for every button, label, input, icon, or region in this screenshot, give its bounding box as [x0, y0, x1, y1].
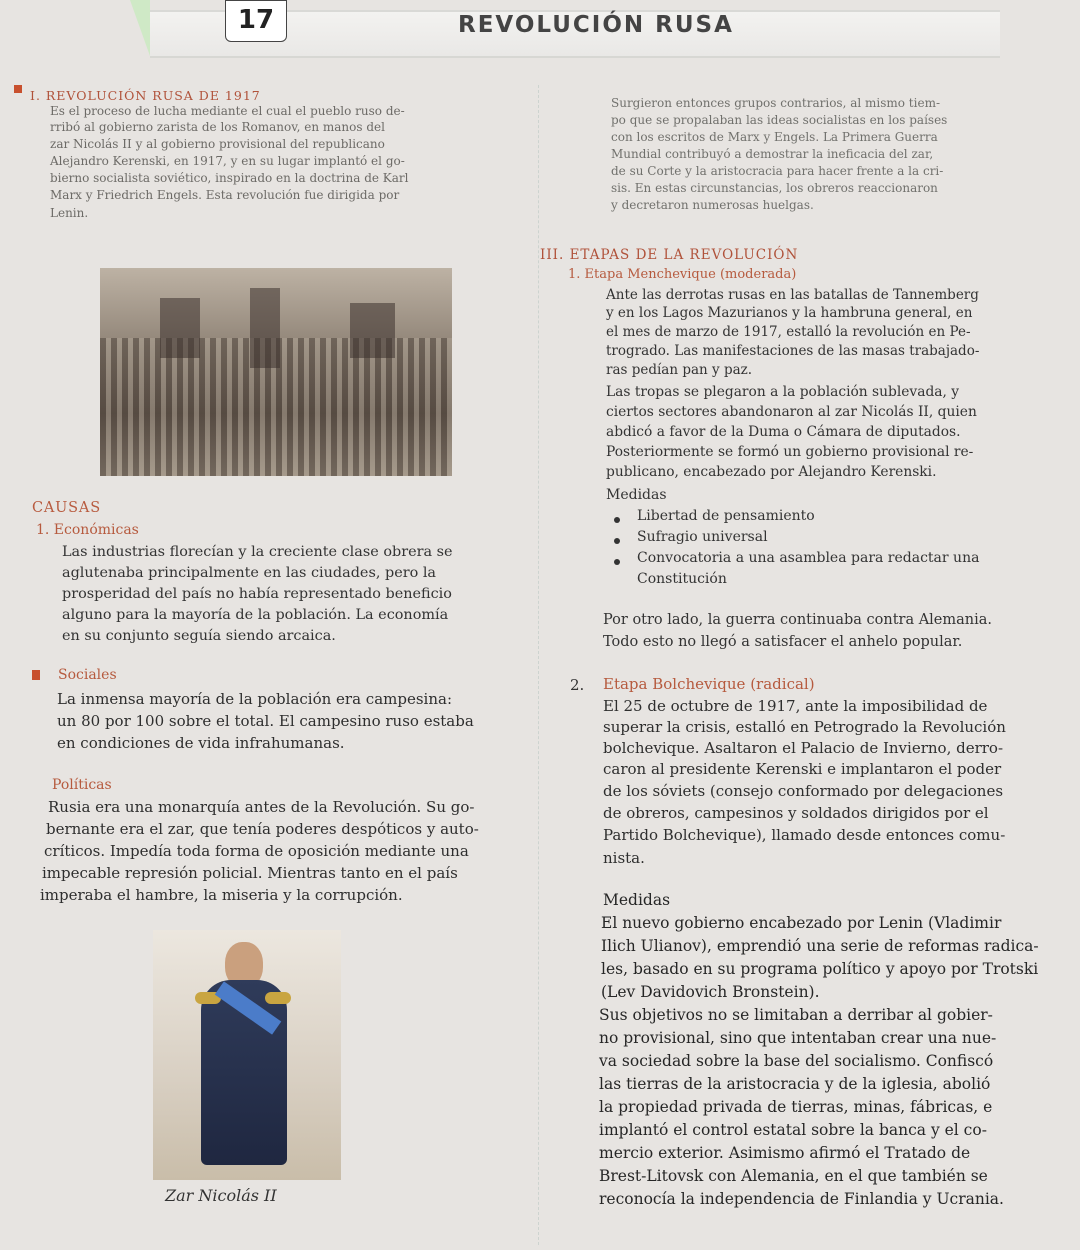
- medidas-label: Medidas: [606, 487, 667, 503]
- subheading-sociales: Sociales: [58, 667, 117, 683]
- page-title: REVOLUCIÓN RUSA: [458, 12, 734, 38]
- text-line: Marx y Friedrich Engels. Esta revolución fue dirigida por: [50, 188, 400, 202]
- bullet: [614, 517, 620, 523]
- text-line: Surgieron entonces grupos contrarios, al mismo tiem-: [611, 96, 941, 110]
- bullet-item: Libertad de pensamiento: [637, 508, 815, 524]
- revolution-crowd-photo: [100, 268, 452, 476]
- bullet-item-continued: Constitución: [637, 571, 727, 587]
- subheading-bolchevique: Etapa Bolchevique (radical): [603, 675, 815, 693]
- text-line: po que se propalaban las ideas socialistas en los países: [611, 113, 948, 127]
- text-line: ciertos sectores abandonaron al zar Nicolás II, quien: [606, 404, 977, 420]
- text-line: Lenin.: [50, 206, 89, 220]
- text-line: abdicó a favor de la Duma o Cámara de diputados.: [606, 424, 961, 440]
- text-line: las tierras de la aristocracia y de la iglesia, abolió: [599, 1075, 991, 1093]
- text-line: Las tropas se plegaron a la población sublevada, y: [606, 384, 960, 400]
- text-line: zar Nicolás II y al gobierno provisional del republicano: [50, 137, 385, 151]
- page-number: 17: [225, 0, 287, 42]
- text-line: Rusia era una monarquía antes de la Revolución. Su go-: [48, 798, 475, 816]
- text-line: va sociedad sobre la base del socialismo. Confiscó: [599, 1052, 994, 1070]
- text-line: con los escritos de Marx y Engels. La Primera Guerra: [611, 130, 938, 144]
- page-header: [150, 0, 1020, 62]
- section-heading: I. REVOLUCIÓN RUSA DE 1917: [30, 88, 261, 103]
- medidas-label: Medidas: [603, 891, 671, 909]
- text-line: críticos. Impedía toda forma de oposición mediante una: [44, 842, 469, 860]
- text-line: el mes de marzo de 1917, estalló la revolución en Pe-: [606, 324, 971, 340]
- text-line: reconocía la independencia de Finlandia y Ucrania.: [599, 1190, 1004, 1208]
- text-line: Todo esto no llegó a satisfacer el anhelo popular.: [603, 634, 963, 650]
- etapas-heading: III. ETAPAS DE LA REVOLUCIÓN: [540, 247, 799, 263]
- text-line: no provisional, sino que intentaban crear una nue-: [599, 1029, 997, 1047]
- subheading-menchevique: 1. Etapa Menchevique (moderada): [568, 267, 797, 282]
- text-line: de su Corte y la aristocracia para hacer frente a la cri-: [611, 164, 944, 178]
- text-line: bernante era el zar, que tenía poderes despóticos y auto-: [46, 820, 479, 838]
- bullet: [614, 559, 620, 565]
- text-line: superar la crisis, estalló en Petrogrado la Revolución: [603, 718, 1006, 736]
- subheading-economicas: 1. Económicas: [36, 522, 139, 538]
- text-line: imperaba el hambre, la miseria y la corrupción.: [40, 886, 403, 904]
- text-line: Las industrias florecían y la creciente clase obrera se: [62, 544, 453, 560]
- text-line: en su conjunto seguía siendo arcaica.: [62, 628, 336, 644]
- text-line: publicano, encabezado por Alejandro Kerenski.: [606, 464, 937, 480]
- text-line: impecable represión policial. Mientras tanto en el país: [42, 864, 458, 882]
- text-line: sis. En estas circunstancias, los obreros reaccionaron: [611, 181, 938, 195]
- causas-heading: CAUSAS: [32, 500, 101, 516]
- text-line: alguno para la mayoría de la población. La economía: [62, 607, 449, 623]
- bullet: [614, 538, 620, 544]
- text-line: Brest-Litovsk con Alemania, en el que también se: [599, 1167, 988, 1185]
- text-line: caron al presidente Kerenski e implantaron el poder: [603, 760, 1002, 778]
- text-line: mercio exterior. Asimismo afirmó el Tratado de: [599, 1144, 971, 1162]
- text-line: bierno socialista soviético, inspirado en la doctrina de Karl: [50, 171, 409, 185]
- list-number: 2.: [570, 676, 585, 694]
- text-line: Alejandro Kerenski, en 1917, y en su lugar implantó el go-: [50, 154, 405, 168]
- column-divider: [538, 85, 539, 1245]
- text-line: Sus objetivos no se limitaban a derribar al gobier-: [599, 1006, 993, 1024]
- text-line: prosperidad del país no había representado beneficio: [62, 586, 452, 602]
- text-line: de obreros, campesinos y soldados dirigidos por el: [603, 804, 989, 822]
- text-line: en condiciones de vida infrahumanas.: [57, 734, 345, 752]
- text-line: (Lev Davidovich Bronstein).: [601, 983, 820, 1001]
- bullet-item: Sufragio universal: [637, 529, 768, 545]
- text-line: aglutenaba principalmente en las ciudades, pero la: [62, 565, 437, 581]
- section-marker: [14, 85, 22, 93]
- text-line: nista.: [603, 849, 645, 867]
- text-line: Ante las derrotas rusas en las batallas de Tannemberg: [606, 287, 979, 303]
- text-line: La inmensa mayoría de la población era campesina:: [57, 690, 452, 708]
- text-line: Posteriormente se formó un gobierno provisional re-: [606, 444, 974, 460]
- text-line: ras pedían pan y paz.: [606, 362, 753, 378]
- section-marker: [32, 670, 40, 680]
- text-line: de los sóviets (consejo conformado por delegaciones: [603, 782, 1004, 800]
- text-line: Mundial contribuyó a demostrar la ineficacia del zar,: [611, 147, 934, 161]
- subheading-politicas: Políticas: [52, 777, 112, 793]
- text-line: El 25 de octubre de 1917, ante la imposibilidad de: [603, 697, 988, 715]
- text-line: bolchevique. Asaltaron el Palacio de Invierno, derro-: [603, 739, 1004, 757]
- text-line: implantó el control estatal sobre la banca y el co-: [599, 1121, 987, 1139]
- text-line: y decretaron numerosas huelgas.: [611, 198, 814, 212]
- text-line: trogrado. Las manifestaciones de las masas trabajado-: [606, 343, 980, 359]
- text-line: la propiedad privada de tierras, minas, fábricas, e: [599, 1098, 993, 1116]
- text-line: rribó al gobierno zarista de los Romanov, en manos del: [50, 120, 385, 134]
- text-line: El nuevo gobierno encabezado por Lenin (Vladimir: [601, 914, 1002, 932]
- tsar-portrait-photo: [153, 930, 341, 1180]
- text-line: les, basado en su programa político y apoyo por Trotski: [601, 960, 1039, 978]
- text-line: Por otro lado, la guerra continuaba contra Alemania.: [603, 612, 993, 628]
- bullet-item: Convocatoria a una asamblea para redactar una: [637, 550, 980, 566]
- text-line: Partido Bolchevique), llamado desde entonces comu-: [603, 826, 1006, 844]
- text-line: un 80 por 100 sobre el total. El campesino ruso estaba: [57, 712, 474, 730]
- portrait-caption: Zar Nicolás II: [165, 1186, 277, 1205]
- text-line: Ilich Ulianov), emprendió una serie de reformas radica-: [601, 937, 1039, 955]
- text-line: Es el proceso de lucha mediante el cual el pueblo ruso de-: [50, 104, 405, 118]
- header-decoration: [130, 0, 150, 56]
- text-line: y en los Lagos Mazurianos y la hambruna general, en: [606, 305, 973, 321]
